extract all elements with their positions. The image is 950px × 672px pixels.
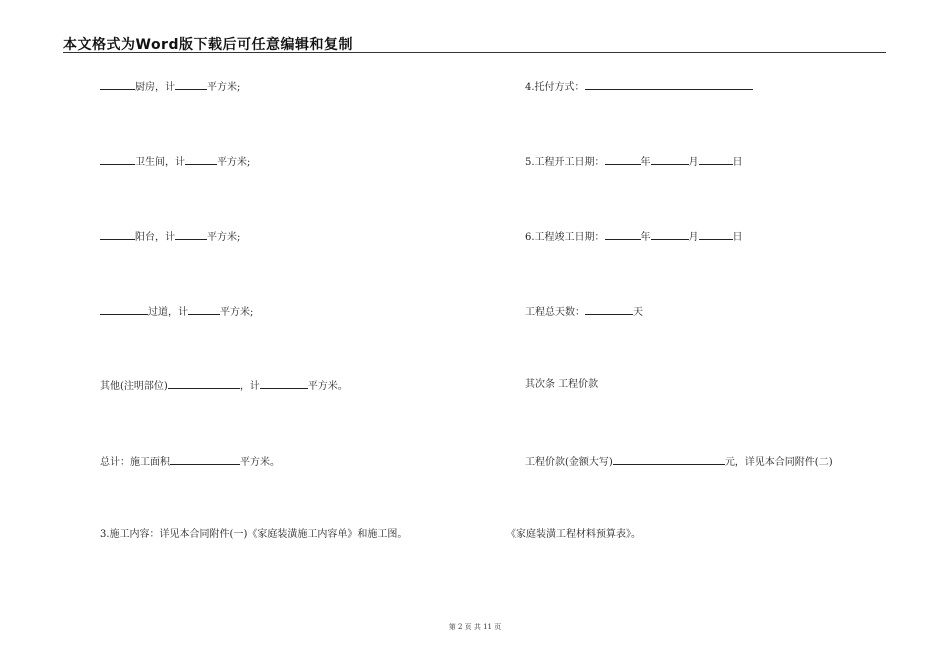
content-line — [100, 529, 407, 541]
delivery-label: 4.托付方式： — [525, 82, 585, 93]
balcony-line — [100, 230, 240, 244]
kitchen-line — [100, 80, 240, 94]
start-date-line — [525, 155, 743, 169]
kitchen-label: 厨房，计 — [135, 82, 175, 93]
start-date-label: 5.工程开工日期： — [525, 157, 605, 168]
end-year-unit: 年 — [640, 232, 651, 243]
total-days-blank[interactable] — [585, 305, 633, 315]
start-month-unit: 月 — [688, 157, 699, 168]
corridor-count-blank[interactable] — [100, 305, 148, 315]
kitchen-area-blank[interactable] — [175, 80, 207, 90]
section-heading-text: 其次条 工程价款 — [525, 379, 599, 390]
total-days-unit: 天 — [633, 307, 643, 318]
price-line — [525, 455, 833, 469]
other-line — [100, 379, 348, 393]
end-month-unit: 月 — [688, 232, 699, 243]
balcony-count-blank[interactable] — [100, 230, 135, 240]
end-date-line — [525, 230, 743, 244]
page-number-footer: 第 2 页 共 11 页 — [448, 623, 502, 631]
bathroom-label: 卫生间，计 — [135, 157, 185, 168]
total-unit: 平方米。 — [240, 457, 280, 468]
delivery-line — [525, 80, 753, 94]
start-year-unit: 年 — [640, 157, 651, 168]
total-line — [100, 455, 280, 469]
end-month-blank[interactable] — [651, 230, 689, 240]
other-location-blank[interactable] — [168, 379, 240, 389]
corridor-area-blank[interactable] — [188, 305, 220, 315]
budget-text: 《家庭装潢工程材料预算表》。 — [506, 529, 641, 540]
kitchen-count-blank[interactable] — [100, 80, 135, 90]
page-header-title: 本文格式为Word版下载后可任意编辑和复制 — [63, 37, 353, 53]
total-label: 总计：施工面积 — [100, 457, 170, 468]
start-month-blank[interactable] — [651, 155, 689, 165]
balcony-area-blank[interactable] — [175, 230, 207, 240]
bathroom-count-blank[interactable] — [100, 155, 135, 165]
end-day-blank[interactable] — [699, 230, 733, 240]
balcony-unit: 平方米; — [207, 232, 241, 243]
start-year-blank[interactable] — [605, 155, 641, 165]
end-day-unit: 日 — [732, 232, 743, 243]
section-heading — [525, 379, 598, 391]
price-amount-blank[interactable] — [613, 455, 725, 465]
other-area-blank[interactable] — [260, 379, 308, 389]
end-year-blank[interactable] — [605, 230, 641, 240]
total-days-line — [525, 305, 643, 319]
total-days-label: 工程总天数： — [525, 307, 585, 318]
start-day-blank[interactable] — [699, 155, 733, 165]
delivery-blank[interactable] — [585, 80, 753, 90]
content-text: 3.施工内容：详见本合同附件(一)《家庭装潢施工内容单》和施工图。 — [100, 529, 408, 540]
price-tail: 元，详见本合同附件(二) — [724, 457, 833, 468]
total-area-blank[interactable] — [170, 455, 240, 465]
budget-line — [506, 529, 641, 541]
kitchen-unit: 平方米; — [207, 82, 241, 93]
end-date-label: 6.工程竣工日期： — [525, 232, 605, 243]
bathroom-unit: 平方米; — [217, 157, 251, 168]
start-day-unit: 日 — [732, 157, 743, 168]
price-label: 工程价款(金额大写) — [525, 457, 613, 468]
balcony-label: 阳台，计 — [135, 232, 175, 243]
other-sep: ，计 — [239, 381, 260, 392]
bathroom-line — [100, 155, 250, 169]
corridor-label: 过道，计 — [148, 307, 188, 318]
corridor-line — [100, 305, 253, 319]
bathroom-area-blank[interactable] — [185, 155, 217, 165]
corridor-unit: 平方米; — [220, 307, 254, 318]
other-label: 其他(注明部位) — [100, 381, 168, 392]
header-divider — [63, 52, 886, 53]
other-unit: 平方米。 — [307, 381, 348, 392]
